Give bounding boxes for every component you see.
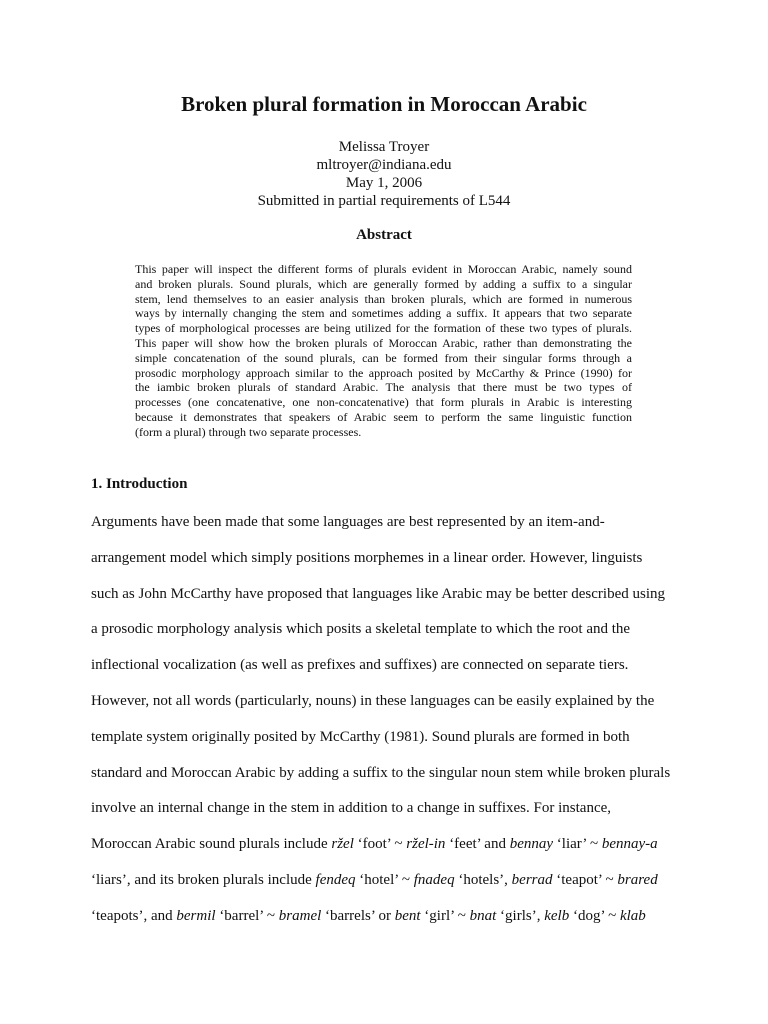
arabic-example: bennay <box>509 836 554 853</box>
text-run: ‘barrel’ ~ <box>215 907 279 924</box>
abstract-line: This paper will inspect the different forms of plurals evident in Moroccan Arabic, namely sound <box>135 262 632 276</box>
abstract-line: This paper will show how the broken plurals of Moroccan Arabic, rather than demonstrating the <box>135 335 632 350</box>
body-line: Arguments have been made that some languages are best represented by an item-and- <box>91 514 605 530</box>
arabic-example: bent <box>394 907 421 924</box>
body-line <box>91 905 681 941</box>
body-line: inflectional vocalization (as well as prefixes and suffixes) are connected on separate tiers. <box>91 657 629 674</box>
arabic-example: bnat <box>469 907 497 924</box>
author-name: Melissa Troyer <box>338 139 430 155</box>
text-run: ‘dog’ ~ <box>569 907 620 924</box>
body-line <box>91 833 681 869</box>
text-run: ‘feet’ and <box>445 836 510 853</box>
abstract-line: ways by internally changing the stem and sometimes adding a suffix. It appears that two separate <box>135 306 632 321</box>
body-line: involve an internal change in the stem in addition to a change in suffixes. For instance, <box>91 800 612 817</box>
body-line: template system originally posited by McCarthy (1981). Sound plurals are formed in both <box>91 728 630 745</box>
abstract-line: and broken plurals. Sound plurals, which are generally formed by adding a suffix to a singular <box>135 276 632 291</box>
arabic-example: bennay-a <box>601 836 658 853</box>
text-run: ‘girl’ ~ <box>420 907 470 924</box>
introduction-body <box>91 511 681 941</box>
paper-date: May 1, 2006 <box>345 175 423 191</box>
body-line: a prosodic morphology analysis which posits a skeletal template to which the root and the <box>91 621 631 638</box>
text-run: ‘barrels’ or <box>321 907 395 924</box>
abstract-line: the iambic broken plurals of standard Arabic. The analysis that there must be two types of <box>135 380 632 395</box>
arabic-example: brared <box>617 871 658 888</box>
body-line: arrangement model which simply positions morphemes in a linear order. However, linguists <box>91 549 643 566</box>
arabic-example: ržel <box>331 836 354 853</box>
arabic-example: ržel-in <box>406 836 446 853</box>
text-run: ‘liars’, and its broken plurals include <box>91 871 316 888</box>
author-block <box>0 138 768 210</box>
arabic-example: bramel <box>278 907 322 924</box>
abstract-line: prosodic morphology approach similar to the approach posited by McCarthy & Prince (1990) for <box>135 365 632 380</box>
text-run: ‘liar’ ~ <box>553 836 602 853</box>
text-run: ‘hotel’ ~ <box>355 871 414 888</box>
text-run: ‘girls’, <box>496 907 545 924</box>
text-run: Moroccan Arabic sound plurals include <box>91 836 332 853</box>
arabic-example: kelb <box>544 907 570 924</box>
text-run: ‘hotels’, <box>454 871 512 888</box>
abstract-line: because it demonstrates that speakers of Arabic seem to perform the same linguistic function <box>135 409 632 424</box>
author-email: mltroyer@indiana.edu <box>316 157 452 173</box>
paper-title: Broken plural formation in Moroccan Arabic <box>181 92 587 116</box>
arabic-example: fendeq <box>315 871 356 888</box>
arabic-example: berrad <box>511 871 553 888</box>
abstract-line: stem, lend themselves to an easier analysis than broken plurals, which are formed in numerous <box>135 291 632 306</box>
arabic-example: klab <box>619 907 646 924</box>
abstract-line: processes (one concatenative, one non-concatenative) that form plurals in Arabic is interesting <box>135 395 632 410</box>
section-heading-introduction: 1. Introduction <box>91 476 188 492</box>
text-run: ‘teapot’ ~ <box>552 871 618 888</box>
text-run: ‘teapots’, and <box>91 907 177 924</box>
abstract-line: types of morphological processes are being utilized for the formation of these two types of plurals. <box>135 321 632 336</box>
abstract-line: simple concatenation of the sound plurals, can be formed from their singular forms through a <box>135 350 632 365</box>
submission-note: Submitted in partial requirements of L544 <box>257 193 511 209</box>
abstract-heading: Abstract <box>356 227 412 243</box>
arabic-example: bermil <box>176 907 216 924</box>
body-line: standard and Moroccan Arabic by adding a suffix to the singular noun stem while broken plurals <box>91 764 671 781</box>
text-run: ‘foot’ ~ <box>353 836 407 853</box>
body-line: However, not all words (particularly, nouns) in these languages can be easily explained by the <box>91 692 655 709</box>
abstract-line: (form a plural) through two separate processes. <box>135 424 362 439</box>
abstract-body <box>135 262 632 440</box>
arabic-example: fnadeq <box>413 871 455 888</box>
body-line <box>91 869 681 905</box>
body-line: such as John McCarthy have proposed that languages like Arabic may be better described using <box>91 585 666 602</box>
